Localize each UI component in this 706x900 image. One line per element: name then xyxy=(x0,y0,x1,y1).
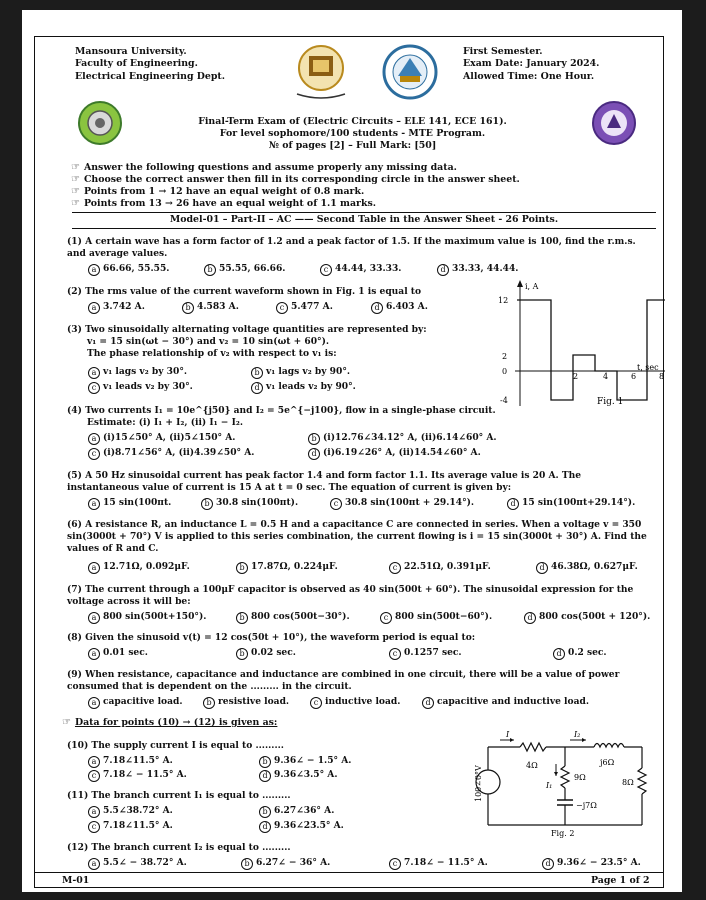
instruction-item: ☞ Points from 1 → 12 have an equal weight of 0.8 mark. xyxy=(71,186,365,197)
fig1-caption: Fig. 1 xyxy=(597,397,624,407)
q7-option-a[interactable]: a 800 sin(500t+150°). xyxy=(88,611,206,624)
divider xyxy=(72,228,656,229)
model-line: Model-01 – Part-II – AC —— Second Table in the Answer Sheet - 26 Points. xyxy=(169,214,559,225)
exam-info xyxy=(463,46,599,83)
q3-option-d[interactable]: d v₁ leads v₂ by 90°. xyxy=(251,381,356,394)
q8-option-a[interactable]: a 0.01 sec. xyxy=(88,647,148,660)
semester: First Semester. xyxy=(463,46,543,57)
q7-option-b[interactable]: b 800 cos(500t−30°). xyxy=(236,611,350,624)
question-9: (9) When resistance, capacitance and inductance are combined in one circuit, there will be a value of power consumed that is dependent on the ......... in the circuit. xyxy=(67,669,620,692)
fig1-tick: -4 xyxy=(500,396,508,405)
fig1-tick: 4 xyxy=(603,372,609,381)
instruction-item: ☞ Points from 13 → 26 have an equal weight of 1.1 marks. xyxy=(71,198,377,209)
allowed-time: Allowed Time: One Hour. xyxy=(463,70,595,82)
fig2-value-label: j6Ω xyxy=(600,758,615,767)
question-12: (12) The branch current I₂ is equal to ......... xyxy=(67,842,291,853)
fig2-value-label: −j7Ω xyxy=(576,801,597,810)
question-8: (8) Given the sinusoid v(t) = 12 cos(50t + 10°), the waveform period is equal to: xyxy=(67,632,476,643)
q12-option-c[interactable]: c 7.18∠ − 11.5° A. xyxy=(389,857,488,870)
question-4: (4) Two currents I₁ = 10e^{j50} and I₂ = 5e^{−j100}, flow in a single-phase circuit. Estimate: (i) I₁ + I₂, (ii) I₁ − I₂. xyxy=(67,405,496,428)
q3-option-b[interactable]: b v₁ lags v₂ by 90°. xyxy=(251,366,350,379)
exam-title: Final-Term Exam of (Electric Circuits – ELE 141, ECE 161). xyxy=(198,116,507,127)
q7-option-c[interactable]: c 800 sin(500t−60°). xyxy=(380,611,492,624)
q4-option-d[interactable]: d (i)6.19∠26° A, (ii)14.54∠60° A. xyxy=(308,447,481,460)
divider xyxy=(72,212,656,213)
fig1-tick: 8 xyxy=(659,372,665,381)
exam-level: For level sophomore/100 students - MTE Program. xyxy=(219,128,486,139)
fig2-current-label: I₁ xyxy=(546,781,553,790)
q10-option-c[interactable]: c 7.18∠ − 11.5° A. xyxy=(88,769,187,782)
q11-option-a[interactable]: a 5.5∠38.72° A. xyxy=(88,805,173,818)
q9-option-c[interactable]: c inductive load. xyxy=(310,696,400,709)
q8-option-c[interactable]: c 0.1257 sec. xyxy=(389,647,462,660)
page-number: Page 1 of 2 xyxy=(591,875,650,886)
university-header xyxy=(75,46,225,83)
q7-option-d[interactable]: d 800 cos(500t + 120°). xyxy=(524,611,650,624)
fig2-value-label: 4Ω xyxy=(526,761,538,770)
fig1-y-label: i, A xyxy=(525,282,539,291)
q3-option-a[interactable]: a v₁ lags v₂ by 30°. xyxy=(88,366,187,379)
q11-option-d[interactable]: d 9.36∠23.5° A. xyxy=(259,820,344,833)
data-note: ☞ Data for points (10) → (12) is given as: xyxy=(62,717,278,728)
q9-option-b[interactable]: b resistive load. xyxy=(203,696,289,709)
q11-option-b[interactable]: b 6.27∠36° A. xyxy=(259,805,334,818)
footer-divider xyxy=(35,872,663,873)
q4-option-a[interactable]: a (i)15∠50° A, (ii)5∠150° A. xyxy=(88,432,235,445)
q6-option-c[interactable]: c 22.51Ω, 0.391μF. xyxy=(389,561,491,574)
q10-option-a[interactable]: a 7.18∠11.5° A. xyxy=(88,755,173,768)
fig1-x-label: t, sec xyxy=(637,363,659,372)
program-logo xyxy=(591,100,637,146)
fig2-current-label: I₂ xyxy=(574,730,581,739)
fig2-source-label: 100∠0°V xyxy=(474,765,483,802)
pointing-hand-icon: ☞ xyxy=(71,174,80,185)
q10-option-d[interactable]: d 9.36∠3.5° A. xyxy=(259,769,338,782)
question-6: (6) A resistance R, an inductance L = 0.5 H and a capacitance C are connected in series. When a voltage v = 350 sin(3000t + 70°) V is applied to this series combination, the current flowing is i = 15 sin(3000t + 30°) A. Find the values of R and C. xyxy=(67,519,647,554)
q12-option-b[interactable]: b 6.27∠ − 36° A. xyxy=(241,857,330,870)
q9-option-a[interactable]: a capacitive load. xyxy=(88,696,183,709)
q3-option-c[interactable]: c v₁ leads v₂ by 30°. xyxy=(88,381,193,394)
question-2: (2) The rms value of the current waveform shown in Fig. 1 is equal to xyxy=(67,286,422,297)
instruction-item: ☞ Choose the correct answer then fill in its corresponding circle in the answer sheet. xyxy=(71,174,520,185)
q8-option-d[interactable]: d 0.2 sec. xyxy=(553,647,607,660)
question-3: (3) Two sinusoidally alternating voltage quantities are represented by: v₁ = 15 sin(ωt − 30°) and v₂ = 10 sin(ωt + 60°). The phase relationship of v₂ with respect to v₁ is: xyxy=(67,324,427,359)
q4-option-b[interactable]: b (i)12.76∠34.12° A, (ii)6.14∠60° A. xyxy=(308,432,497,445)
fig1-tick: 6 xyxy=(631,372,637,381)
university-name: Mansoura University. xyxy=(75,46,187,57)
q5-option-b[interactable]: b 30.8 sin(100πt). xyxy=(201,497,298,510)
q8-option-b[interactable]: b 0.02 sec. xyxy=(236,647,296,660)
q2-option-a[interactable]: a 3.742 A. xyxy=(88,301,145,314)
q6-option-d[interactable]: d 46.38Ω, 0.627μF. xyxy=(536,561,638,574)
q5-option-a[interactable]: a 15 sin(100πt. xyxy=(88,497,171,510)
university-seal-logo xyxy=(283,40,359,104)
figure-2-circuit xyxy=(470,730,660,842)
q1-option-b[interactable]: b 55.55, 66.66. xyxy=(204,263,285,276)
q10-option-b[interactable]: b 9.36∠ − 1.5° A. xyxy=(259,755,351,768)
question-7: (7) The current through a 100μF capacitor is observed as 40 sin(500t + 60°). The sinusoidal expression for the voltage across it will be: xyxy=(67,584,634,607)
fig1-tick: 2 xyxy=(573,372,579,381)
q6-option-b[interactable]: b 17.87Ω, 0.224μF. xyxy=(236,561,338,574)
model-code: M-01 xyxy=(62,875,90,886)
fig1-tick: 12 xyxy=(498,296,509,305)
q2-option-d[interactable]: d 6.403 A. xyxy=(371,301,428,314)
q9-option-d[interactable]: d capacitive and inductive load. xyxy=(422,696,589,709)
q5-option-d[interactable]: d 15 sin(100πt+29.14°). xyxy=(507,497,635,510)
pointing-hand-icon: ☞ xyxy=(71,186,80,197)
pointing-hand-icon: ☞ xyxy=(62,717,71,728)
fig2-caption: Fig. 2 xyxy=(551,829,575,838)
q1-option-d[interactable]: d 33.33, 44.44. xyxy=(437,263,518,276)
question-11: (11) The branch current I₁ is equal to ......... xyxy=(67,790,291,801)
question-10: (10) The supply current I is equal to ......... xyxy=(67,740,284,751)
figure-1-waveform xyxy=(495,278,670,418)
q12-option-d[interactable]: d 9.36∠ − 23.5° A. xyxy=(542,857,641,870)
q11-option-c[interactable]: c 7.18∠11.5° A. xyxy=(88,820,173,833)
pointing-hand-icon: ☞ xyxy=(71,198,80,209)
instruction-item: ☞ Answer the following questions and assume properly any missing data. xyxy=(71,162,457,173)
fig2-value-label: 9Ω xyxy=(574,773,586,782)
q2-option-c[interactable]: c 5.477 A. xyxy=(276,301,333,314)
pointing-hand-icon: ☞ xyxy=(71,162,80,173)
fig2-value-label: 8Ω xyxy=(622,778,634,787)
q5-option-c[interactable]: c 30.8 sin(100πt + 29.14°). xyxy=(330,497,474,510)
fig1-tick: 2 xyxy=(502,352,508,361)
q12-option-a[interactable]: a 5.5∠ − 38.72° A. xyxy=(88,857,187,870)
q1-option-c[interactable]: c 44.44, 33.33. xyxy=(320,263,401,276)
question-5: (5) A 50 Hz sinusoidal current has peak factor 1.4 and form factor 1.1. Its average value is 20 A. The instantaneous value of current is 15 A at t = 0 sec. The equation of current is given by: xyxy=(67,470,582,493)
faculty-name: Faculty of Engineering. xyxy=(75,58,198,70)
faculty-logo xyxy=(378,40,442,104)
q2-option-b[interactable]: b 4.583 A. xyxy=(182,301,239,314)
exam-title-block xyxy=(150,116,555,152)
department-name: Electrical Engineering Dept. xyxy=(75,70,226,82)
fig1-tick: 0 xyxy=(502,367,508,376)
question-1: (1) A certain wave has a form factor of 1.2 and a peak factor of 1.5. If the maximum value is 100, find the r.m.s. and average values. xyxy=(67,236,636,259)
q1-option-a[interactable]: a 66.66, 55.55. xyxy=(88,263,169,276)
department-logo xyxy=(77,100,123,146)
instructions xyxy=(71,162,520,210)
exam-pages-marks: № of pages [2] – Full Mark: [50] xyxy=(268,140,437,151)
exam-date: Exam Date: January 2024. xyxy=(463,58,600,70)
q4-option-c[interactable]: c (i)8.71∠56° A, (ii)4.39∠50° A. xyxy=(88,447,254,460)
fig2-current-label: I xyxy=(506,730,510,739)
q6-option-a[interactable]: a 12.71Ω, 0.092μF. xyxy=(88,561,190,574)
